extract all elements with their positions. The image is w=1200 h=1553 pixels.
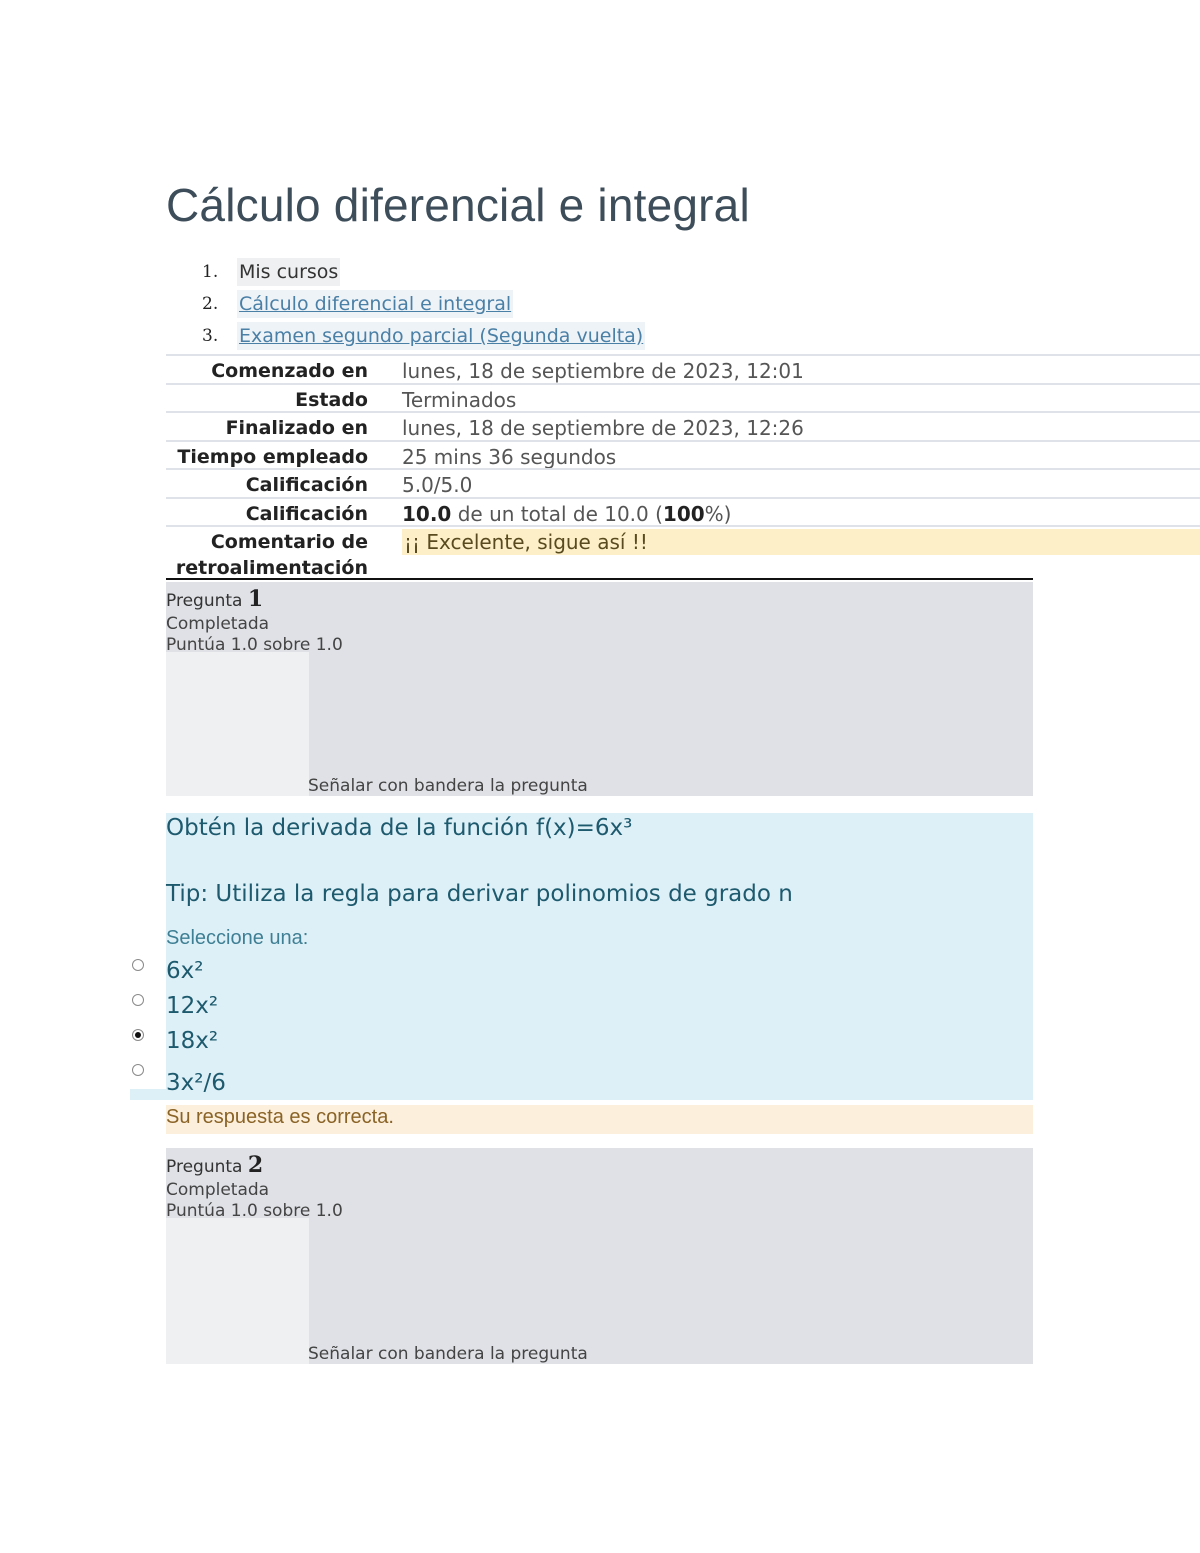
question-text: Obtén la derivada de la función f(x)=6x³	[166, 815, 633, 841]
answer-prompt: Seleccione una:	[166, 927, 309, 949]
answer-option-label[interactable]: 18x²	[166, 1028, 219, 1054]
question-grade: Puntúa 1.0 sobre 1.0	[166, 635, 343, 655]
flag-question-link[interactable]: Señalar con bandera la pregunta	[308, 1344, 588, 1364]
radio-button[interactable]	[132, 959, 144, 971]
question-info-2	[166, 1148, 1033, 1364]
summary-row-feedback	[166, 525, 1200, 579]
summary-value: lunes, 18 de septiembre de 2023, 12:01	[402, 359, 804, 383]
breadcrumb-number: 3.	[202, 326, 219, 346]
question-number-value: 1	[247, 586, 264, 612]
flag-question-link[interactable]: Señalar con bandera la pregunta	[308, 776, 588, 796]
question-prefix: Pregunta	[166, 1157, 248, 1177]
summary-label: Estado	[295, 388, 368, 411]
question-formulation-1	[166, 813, 1033, 1100]
grade-percent-sign: %)	[704, 501, 732, 526]
answer-option-label[interactable]: 12x²	[166, 993, 219, 1019]
summary-row-finished	[166, 411, 1200, 440]
summary-row-started	[166, 354, 1200, 383]
page-title: Cálculo diferencial e integral	[166, 179, 750, 231]
summary-label	[176, 529, 368, 581]
summary-row-time	[166, 440, 1200, 469]
grade-total-text: de un total de 10.0 (	[451, 501, 663, 526]
question-info-gutter	[166, 652, 309, 796]
summary-row-grade	[166, 497, 1200, 526]
summary-value	[402, 501, 731, 527]
summary-label: Calificación	[245, 502, 368, 525]
summary-row-marks	[166, 468, 1200, 497]
answer-option-label[interactable]: 3x²/6	[166, 1070, 226, 1096]
breadcrumb-number: 1.	[202, 262, 219, 282]
formulation-margin	[130, 1089, 166, 1100]
feedback-value: ¡¡ Excelente, sigue así !!	[402, 529, 1200, 555]
question-number-value: 2	[247, 1152, 264, 1178]
question-number	[166, 586, 263, 612]
summary-row-state	[166, 383, 1200, 412]
summary-label: Finalizado en	[225, 417, 368, 439]
breadcrumb-number: 2.	[202, 294, 219, 314]
summary-label: Tiempo empleado	[177, 445, 368, 468]
radio-button-selected[interactable]	[132, 1029, 144, 1041]
breadcrumb-link-exam[interactable]: Examen segundo parcial (Segunda vuelta)	[237, 322, 645, 350]
grade-percent: 100	[662, 501, 705, 526]
summary-divider	[166, 578, 1033, 580]
attempt-summary-table	[166, 354, 1200, 579]
radio-button[interactable]	[132, 994, 144, 1006]
question-state: Completada	[166, 1180, 270, 1200]
answer-option-label[interactable]: 6x²	[166, 958, 204, 984]
question-number	[166, 1152, 263, 1178]
question-state: Completada	[166, 614, 270, 634]
breadcrumb-link-course[interactable]: Cálculo diferencial e integral	[237, 290, 513, 318]
answer-feedback-text: Su respuesta es correcta.	[166, 1106, 394, 1128]
question-grade: Puntúa 1.0 sobre 1.0	[166, 1201, 343, 1221]
breadcrumb-label: Mis cursos	[237, 258, 340, 286]
summary-value: Terminados	[402, 387, 517, 412]
question-info-gutter	[166, 1218, 309, 1364]
summary-value: lunes, 18 de septiembre de 2023, 12:26	[402, 416, 804, 440]
summary-label: Calificación	[245, 474, 368, 496]
radio-button[interactable]	[132, 1064, 144, 1076]
summary-value: 5.0/5.0	[402, 473, 473, 497]
summary-label: Comenzado en	[211, 360, 368, 382]
question-prefix: Pregunta	[166, 591, 248, 611]
feedback-label-line-1: Comentario de	[210, 531, 368, 553]
question-info-1	[166, 582, 1033, 796]
question-tip: Tip: Utiliza la regla para derivar polinomios de grado n	[166, 881, 793, 907]
summary-value: 25 mins 36 segundos	[402, 444, 617, 469]
grade-value: 10.0	[402, 501, 452, 526]
answer-feedback	[166, 1105, 1033, 1134]
feedback-label-line-2: retroalimentación	[175, 557, 368, 579]
